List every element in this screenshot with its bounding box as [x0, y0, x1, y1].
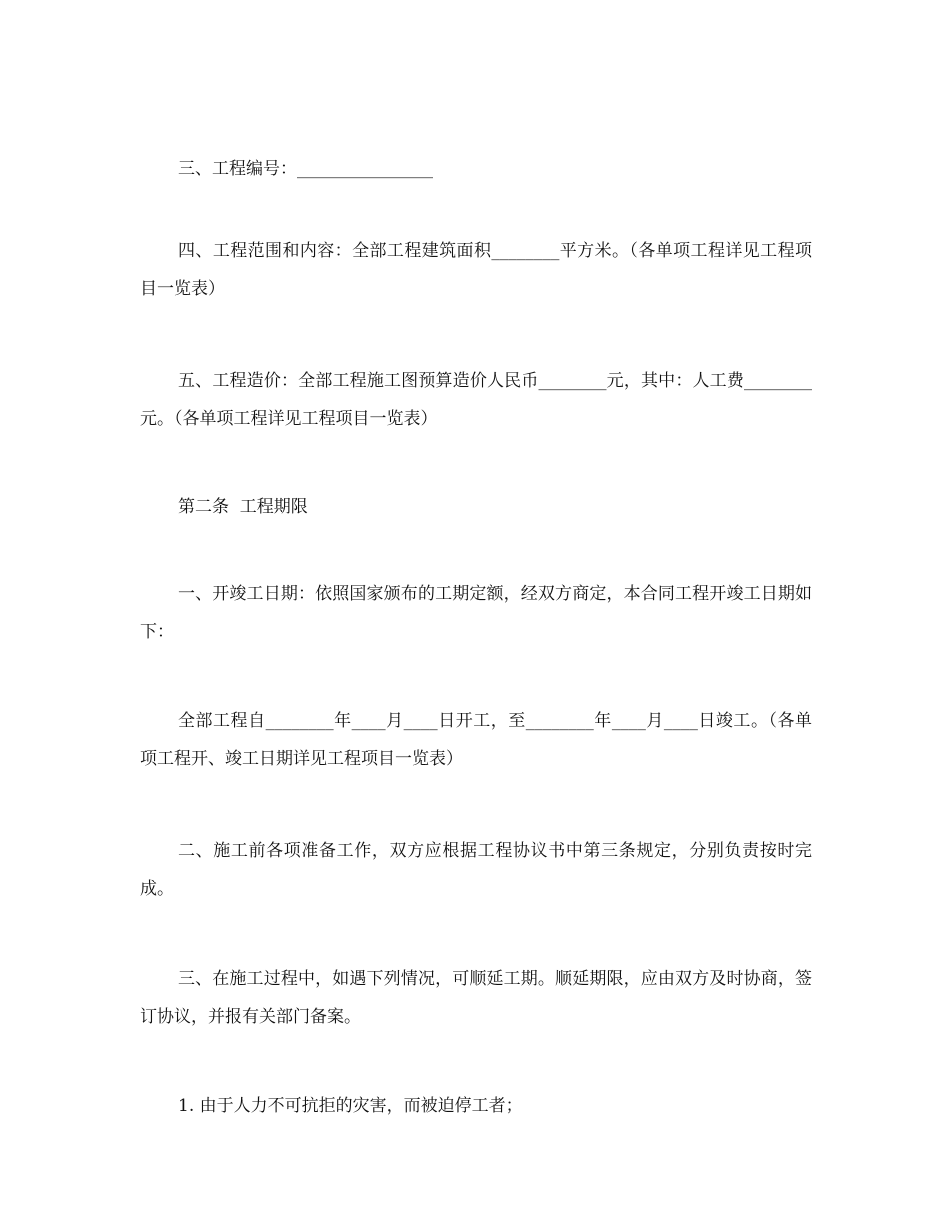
- paragraph-project-scope: 四、工程范围和内容：全部工程建筑面积________平方米。（各单项工程详见工程项目一览表）: [140, 241, 812, 299]
- paragraph-start-end-dates: 一、开竣工日期：依照国家颁布的工期定额，经双方商定，本合同工程开竣工日期如下：: [140, 584, 812, 642]
- paragraph-project-cost: 五、工程造价：全部工程施工图预算造价人民币________元，其中：人工费________元。（各单项工程详见工程项目一览表）: [140, 371, 812, 429]
- paragraph-schedule: 全部工程自________年____月____日开工，至________年____月____日竣工。（各单项工程开、竣工日期详见工程项目一览表）: [140, 711, 812, 769]
- paragraph-extension: 三、在施工过程中，如遇下列情况，可顺延工期。顺延期限，应由双方及时协商，签订协议，并报有关部门备案。: [140, 969, 812, 1027]
- paragraph-project-number: 三、工程编号：________________: [178, 159, 433, 179]
- list-item-force-majeure: 1. 由于人力不可抗拒的灾害，而被迫停工者；: [178, 1096, 523, 1116]
- paragraph-preparation: 二、施工前各项准备工作，双方应根据工程协议书中第三条规定，分别负责按时完成。: [140, 841, 812, 899]
- section-heading-term: 第二条 工程期限: [178, 497, 308, 517]
